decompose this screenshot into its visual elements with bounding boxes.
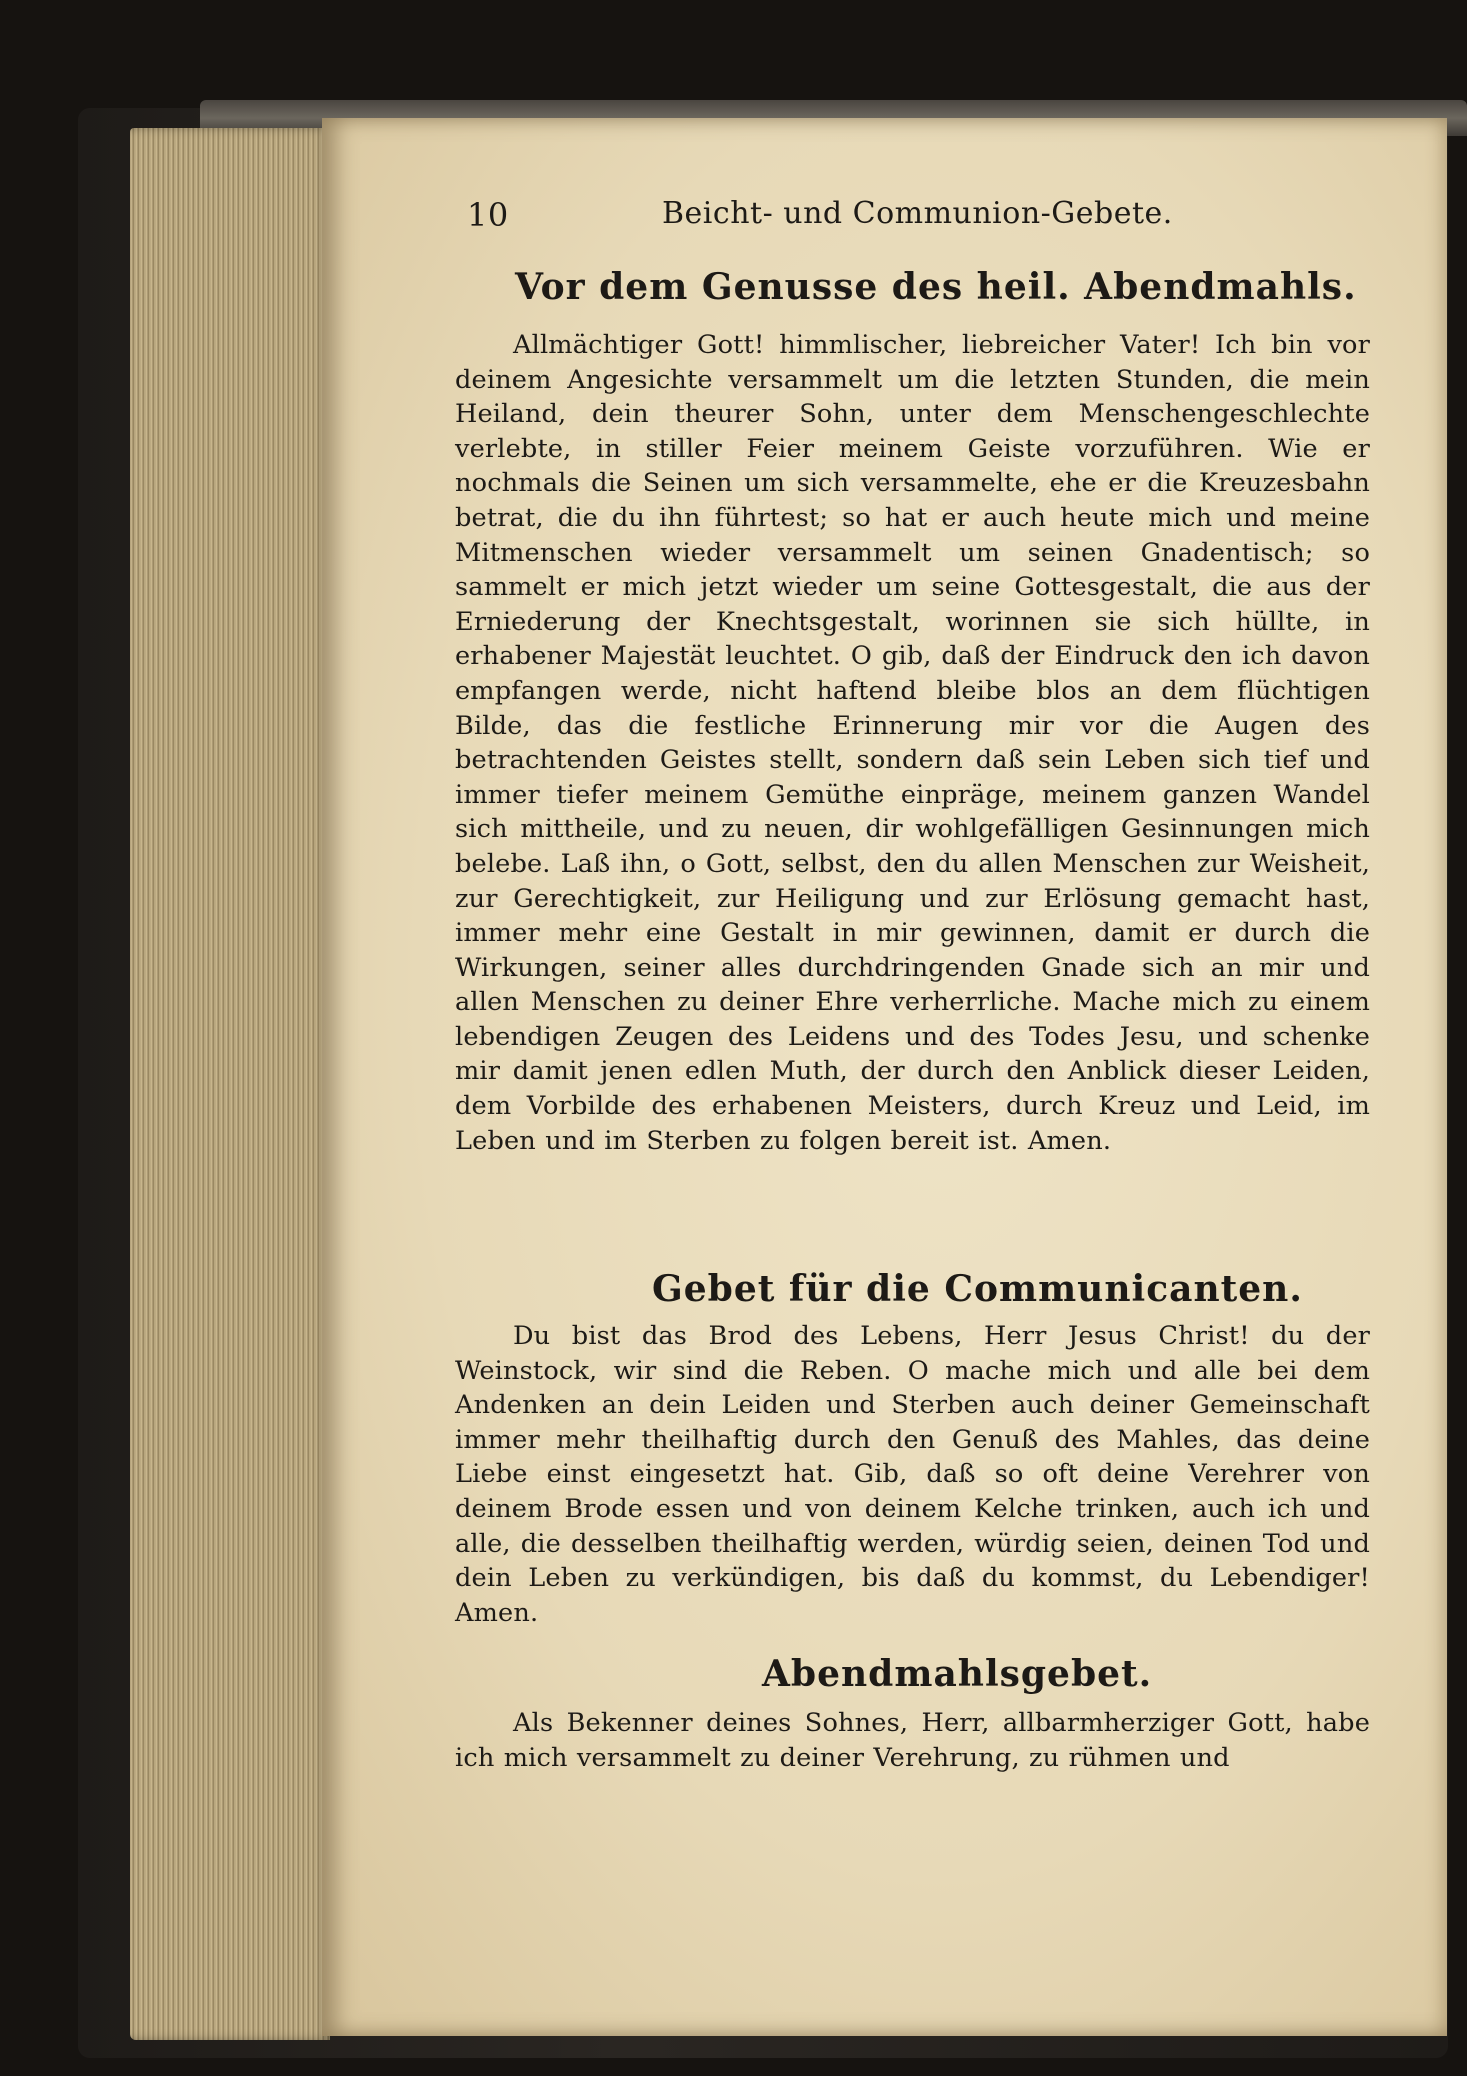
- book-page: [322, 118, 1447, 2036]
- section-heading-communicanten: Gebet für die Communicanten.: [652, 1268, 1303, 1310]
- running-header: [467, 196, 1347, 242]
- prayer-text-abendmahlsgebet: Als Bekenner deines Sohnes, Herr, allbarmherziger Gott, habe ich mich versammelt zu deiner Verehrung, zu rühmen und: [455, 1708, 1370, 1773]
- page-edges: [130, 128, 330, 2040]
- section-heading-abendmahl: Vor dem Genusse des heil. Abendmahls.: [515, 266, 1357, 308]
- running-title: Beicht- und Communion-Gebete.: [662, 196, 1173, 231]
- prayer-text-communicanten: Du bist das Brod des Lebens, Herr Jesus Christ! du der Weinstock, wir sind die Reben. O mache mich und alle bei dem Andenken an dein Leiden und Sterben auch deiner Gemeinschaft immer mehr theilhaftig durch den Genuß des Mahles, das deine Liebe einst eingesetzt hat. Gib, daß so oft deine Verehrer von deinem Brode essen und von deinem Kelche trinken, auch ich und alle, die desselben theilhaftig werden, würdig seien, deinen Tod und dein Leben zu verkündigen, bis daß du kommst, du Lebendiger! Amen.: [455, 1321, 1370, 1628]
- prayer-text-abendmahl: Allmächtiger Gott! himmlischer, liebreicher Vater! Ich bin vor deinem Angesichte versammelt um die letzten Stunden, die mein Heiland, dein theurer Sohn, unter dem Menschengeschlechte verlebte, in stiller Feier meinem Geiste vorzuführen. Wie er nochmals die Seinen um sich versammelte, ehe er die Kreuzesbahn betrat, die du ihn führtest; so hat er auch heute mich und meine Mitmenschen wieder versammelt um seinen Gnadentisch; so sammelt er mich jetzt wieder um seine Gottesgestalt, die aus der Erniederung der Knechtsgestalt, worinnen sie sich hüllte, in erhabener Majestät leuchtet. O gib, daß der Eindruck den ich davon empfangen werde, nicht haftend bleibe blos an dem flüchtigen Bilde, das die festliche Erinnerung mir vor die Augen des betrachtenden Geistes stellt, sondern daß sein Leben sich tief und immer tiefer meinem Gemüthe einpräge, meinem ganzen Wandel sich mittheile, und zu neuen, dir wohlgefälligen Gesinnungen mich belebe. Laß ihn, o Gott, selbst, den du allen Menschen zur Weisheit, zur Gerechtigkeit, zur Heiligung und zur Erlösung gemacht hast, immer mehr eine Gestalt in mir gewinnen, damit er durch die Wirkungen, seiner alles durchdringenden Gnade sich an mir und allen Menschen zu deiner Ehre verherrliche. Mache mich zu einem lebendigen Zeugen des Leidens und des Todes Jesu, und schenke mir damit jenen edlen Muth, der durch den Anblick dieser Leiden, dem Vorbilde des erhabenen Meisters, durch Kreuz und Leid, im Leben und im Sterben zu folgen bereit ist. Amen.: [455, 330, 1370, 1156]
- section-heading-abendmahlsgebet: Abendmahlsgebet.: [762, 1653, 1153, 1695]
- page-number: 10: [467, 196, 509, 234]
